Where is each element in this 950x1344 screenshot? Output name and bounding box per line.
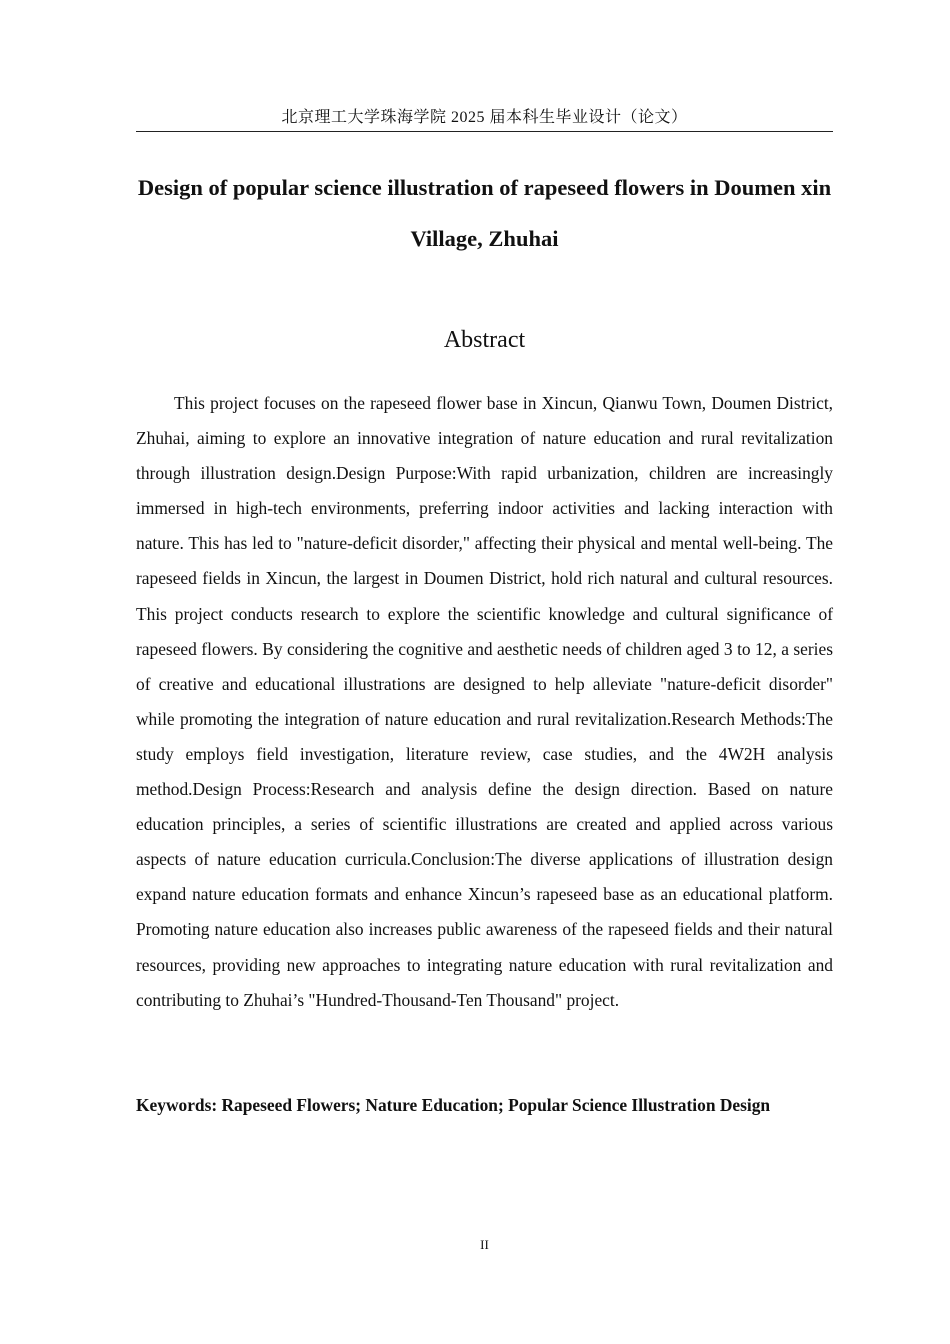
abstract-heading: Abstract <box>443 327 526 353</box>
running-header: 北京理工大学珠海学院 2025 届本科生毕业设计（论文） <box>281 109 688 126</box>
thesis-title: Design of popular science illustration of rapeseed flowers in Doumen xin Village, Zhuhai <box>137 175 832 251</box>
keywords: Keywords: Rapeseed Flowers; Nature Education; Popular Science Illustration Design <box>136 1095 771 1115</box>
page-number: II <box>480 1237 489 1252</box>
abstract-body: This project focuses on the rapeseed flower base in Xincun, Qianwu Town, Doumen District, Zhuhai, aiming to explore an innovative integration of nature education and rural revitalization through illustration design.Design Purpose:With rapid urbanization, children are increasingly immersed in high-tech environments, preferring indoor activities and lacking interaction with nature. This has led to "nature-deficit disorder," affecting their physical and mental well-being. The rapeseed fields in Xincun, the largest in Doumen District, hold rich natural and cultural resources. This project conducts research to explore the scientific knowledge and cultural significance of rapeseed flowers. By considering the cognitive and aesthetic needs of children aged 3 to 12, a series of creative and educational illustrations are designed to help alleviate "nature-deficit disorder" while promoting the integration of nature education and rural revitalization.Research Methods:The study employs field investigation, literature review, case studies, and the 4W2H analysis method.Design Process:Research and analysis define the design direction. Based on nature education principles, a series of scientific illustrations are created and applied across various aspects of nature education curricula.Conclusion:The diverse applications of illustration design expand nature education formats and enhance Xincun’s rapeseed base as an educational platform. Promoting nature education also increases public awareness of the rapeseed fields and their natural resources, providing new approaches to integrating nature education with rural revitalization and contributing to Zhuhai’s "Hundred-Thousand-Ten Thousand" project. <box>136 393 833 1010</box>
header-divider <box>136 131 833 132</box>
